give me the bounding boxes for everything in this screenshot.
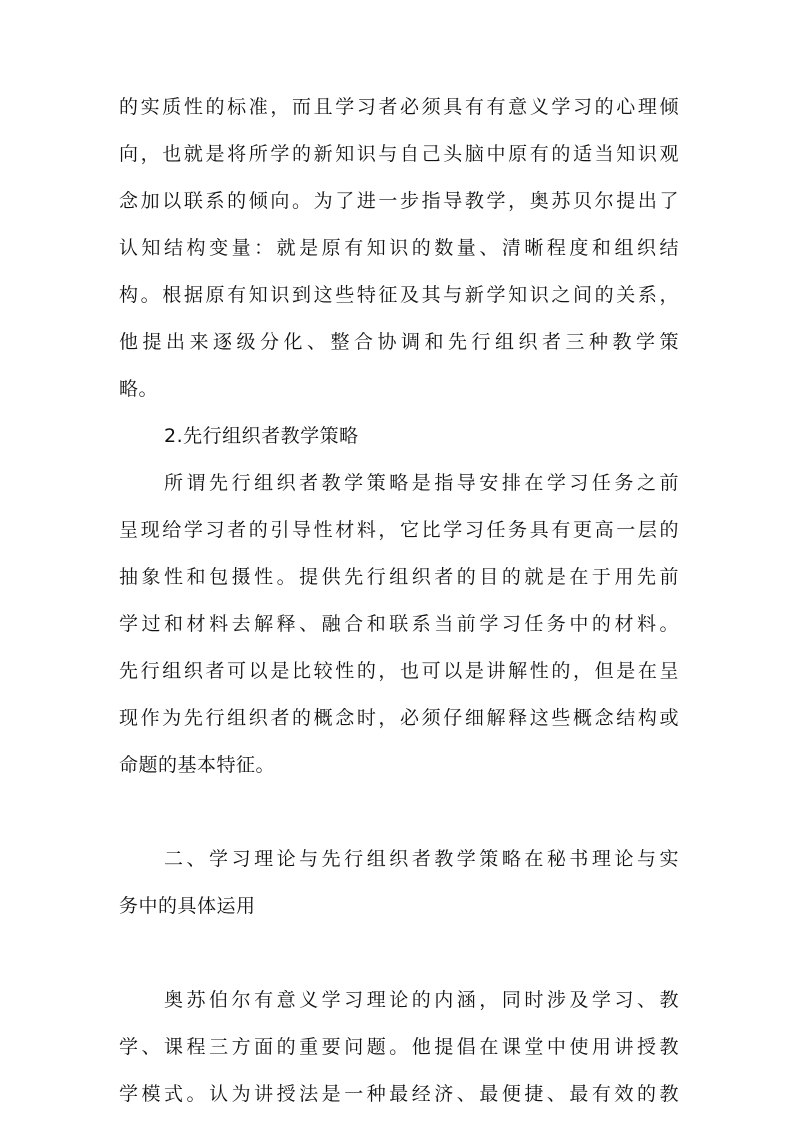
paragraph-line: 先行组织者可以是比较性的，也可以是讲解性的，但是在呈 bbox=[119, 660, 679, 682]
paragraph-line: 学、课程三方面的重要问题。他提倡在课堂中使用讲授教 bbox=[119, 1036, 679, 1058]
paragraph-line: 奥苏伯尔有意义学习理论的内涵，同时涉及学习、教 bbox=[164, 989, 679, 1011]
paragraph-line: 构。根据原有知识到这些特征及其与新学知识之间的关系， bbox=[119, 284, 679, 306]
paragraph-line: 命题的基本特征。 bbox=[119, 754, 276, 776]
section-heading: 务中的具体运用 bbox=[119, 895, 256, 917]
paragraph-line: 略。 bbox=[119, 378, 159, 400]
paragraph-line: 学过和材料去解释、融合和联系当前学习任务中的材料。 bbox=[119, 613, 679, 635]
paragraph-line: 他提出来逐级分化、整合协调和先行组织者三种教学策 bbox=[119, 331, 679, 353]
paragraph-line: 认知结构变量：就是原有知识的数量、清晰程度和组织结 bbox=[119, 237, 679, 259]
section-heading: 二、学习理论与先行组织者教学策略在秘书理论与实 bbox=[164, 848, 679, 870]
paragraph-line: 学模式。认为讲授法是一种最经济、最便捷、最有效的教 bbox=[119, 1083, 679, 1105]
paragraph-line: 抽象性和包摄性。提供先行组织者的目的就是在于用先前 bbox=[119, 566, 679, 588]
paragraph-line: 现作为先行组织者的概念时，必须仔细解释这些概念结构或 bbox=[119, 707, 679, 729]
paragraph-line: 念加以联系的倾向。为了进一步指导教学，奥苏贝尔提出了 bbox=[119, 190, 679, 212]
paragraph-line: 向，也就是将所学的新知识与自己头脑中原有的适当知识观 bbox=[119, 143, 679, 165]
paragraph-line: 呈现给学习者的引导性材料，它比学习任务具有更高一层的 bbox=[119, 519, 679, 541]
subheading: 2.先行组织者教学策略 bbox=[164, 425, 359, 447]
paragraph-line: 的实质性的标准，而且学习者必须具有有意义学习的心理倾 bbox=[119, 96, 679, 118]
paragraph-line: 所谓先行组织者教学策略是指导安排在学习任务之前 bbox=[164, 472, 679, 494]
